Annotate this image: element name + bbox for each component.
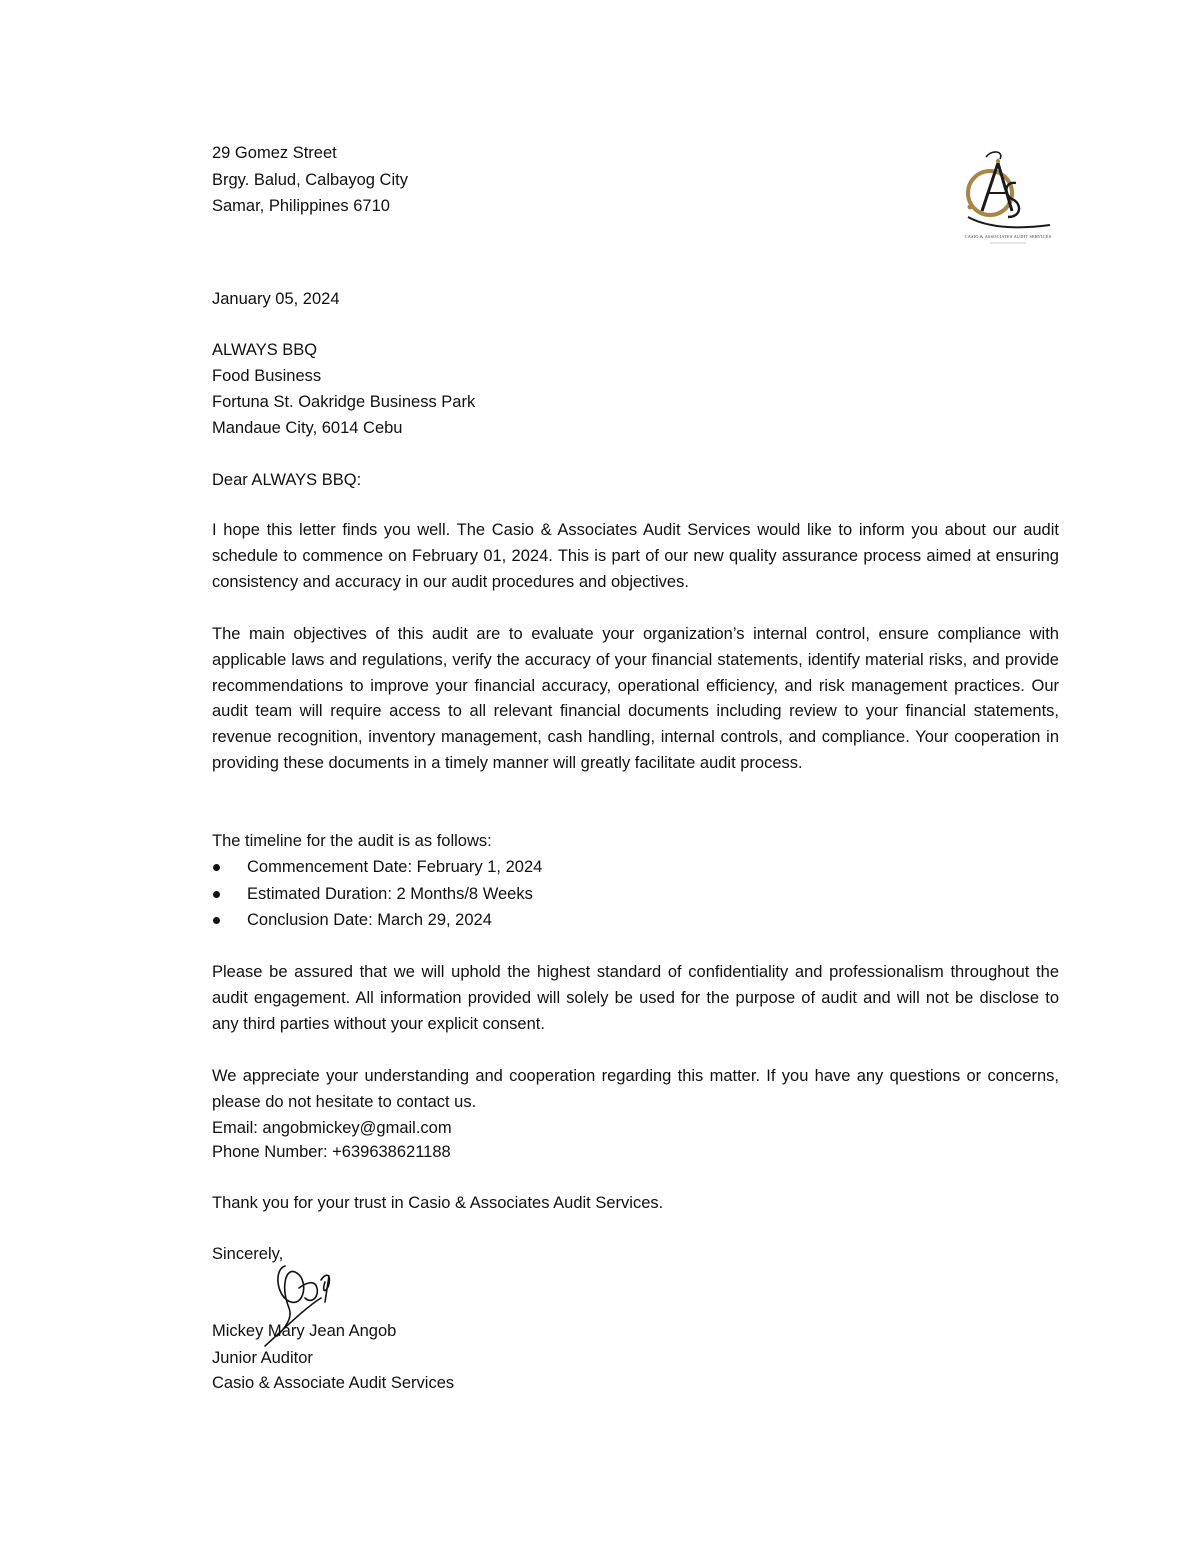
timeline-item-text: Estimated Duration: 2 Months/8 Weeks [247,884,533,903]
signatory-name: Mickey Mary Jean Angob [212,1322,397,1340]
logo-sweep [968,217,1050,227]
timeline-item-text: Commencement Date: February 1, 2024 [247,858,543,876]
timeline-item [212,854,542,881]
logo-dot [996,159,1000,163]
signatory-company: Casio & Associate Audit Services [212,1374,455,1392]
timeline-list [212,854,542,934]
bullet-icon [213,864,220,871]
thanks-line: Thank you for your trust in Casio & Associates Audit Services. [212,1194,664,1212]
timeline-item [212,907,542,934]
body-paragraph-3: Please be assured that we will uphold the highest standard of confidentiality and professionalism throughout the audit engagement. All information provided will solely be used for the purpose of audit and will not be disclose to any third parties without your explicit consent. [212,963,1059,1033]
timeline-item [212,881,542,908]
contact-email: Email: angobmickey@gmail.com [212,1119,452,1137]
recipient-name: ALWAYS BBQ [212,341,318,359]
salutation: Dear ALWAYS BBQ: [212,471,362,489]
signatory-title: Junior Auditor [212,1349,313,1367]
sender-address-line1: 29 Gomez Street [212,144,337,162]
company-logo [960,145,1056,251]
logo-swirl [986,152,1001,159]
recipient-city: Mandaue City, 6014 Cebu [212,419,403,437]
recipient-street: Fortuna St. Oakridge Business Park [212,393,476,411]
logo-dot [968,205,973,210]
sender-address-line3: Samar, Philippines 6710 [212,197,390,215]
body-paragraph-4: We appreciate your understanding and cooperation regarding this matter. If you have any questions or concerns, please do not hesitate to contact us. [212,1067,1059,1111]
contact-phone: Phone Number: +639638621188 [212,1143,451,1161]
sender-address-line2: Brgy. Balud, Calbayog City [212,171,408,189]
bullet-icon [213,917,220,924]
body-paragraph-2: The main objectives of this audit are to evaluate your organization’s internal control, ensure compliance with applicable laws and regulations, verify the accuracy of your financial statements, identify material risks, and provide recommendations to improve your financial accuracy, operational efficiency, and risk management practices. Our audit team will require access to all relevant financial documents including review to your financial statements, revenue recognition, inventory management, cash handling, internal controls, and compliance. Your cooperation in providing these documents in a timely manner will greatly facilitate audit process. [212,625,1059,772]
closing: Sincerely, [212,1245,284,1263]
letter-date: January 05, 2024 [212,290,340,308]
recipient-type: Food Business [212,367,322,385]
body-paragraph-1: I hope this letter finds you well. The Casio & Associates Audit Services would like to inform you about our audit schedule to commence on February 01, 2024. This is part of our new quality assurance process aimed at ensuring consistency and accuracy in our audit procedures and objectives. [212,521,1059,591]
timeline-intro: The timeline for the audit is as follows: [212,832,492,850]
logo-tagline: CASIO & ASSOCIATES AUDIT SERVICES [964,234,1052,239]
timeline-item-text: Conclusion Date: March 29, 2024 [247,911,492,929]
bullet-icon [213,891,220,898]
